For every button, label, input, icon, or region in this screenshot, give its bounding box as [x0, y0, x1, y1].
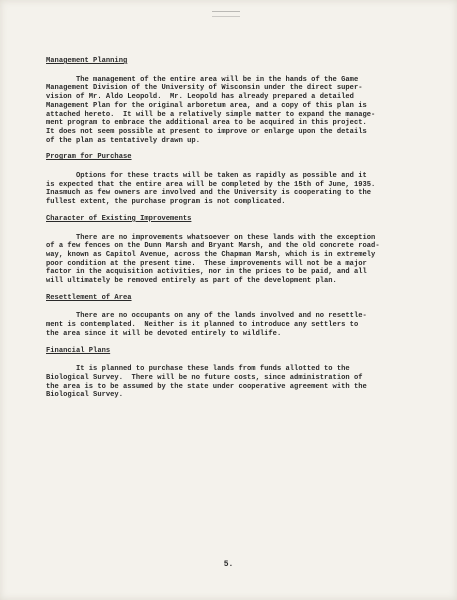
page-number: 5. — [223, 560, 234, 569]
section-existing-improvements — [46, 215, 406, 286]
section-heading: Financial Plans — [46, 346, 111, 355]
document-body — [46, 57, 406, 400]
section-program-for-purchase — [46, 153, 406, 207]
section-heading: Resettlement of Area — [46, 293, 132, 302]
section-paragraph: The management of the entire area will be in the hands of the Game Management Division of the University of Wisconsin under the direct super- vision of Mr. Aldo Leopold. Mr. Leopold has already prepared a detailed Management Plan for the original arboretum area, and a copy of this plan is attached hereto. It will be a relatively simple matter to expand the manage- ment program to embrace the additional area to be acquired in this project. It does not seem possible at present to improve or enlarge upon the details of the plan as tentatively drawn up. — [46, 75, 376, 145]
section-resettlement — [46, 294, 406, 339]
section-management-planning — [46, 57, 406, 145]
section-financial-plans — [46, 347, 406, 401]
section-heading: Management Planning — [46, 57, 128, 65]
staple-mark — [212, 11, 240, 17]
section-paragraph: It is planned to purchase these lands from funds allotted to the Biological Survey. There will be no future costs, since administration of the area is to be assumed by the state under cooperative agreement with the Biological Survey. — [46, 365, 367, 400]
section-heading: Program for Purchase — [46, 153, 132, 162]
section-paragraph: Options for these tracts will be taken as rapidly as possible and it is expected that the entire area will be completed by the 15th of June, 1935. Inasmuch as few owners are involved and the University is cooperating to the fullest extent, the purchase program is not complicated. — [46, 172, 376, 207]
section-paragraph: There are no improvements whatsoever on these lands with the exception of a few fences on the Dunn Marsh and Bryant Marsh, and the old concrete road- way, known as Capitol Avenue, across the Chapman Marsh, which is in extremely poor condition at the present time. These improvements will not be a major factor in the acquisition activities, nor in the prices to be paid, and all will ultimately be removed entirely as part of the development plan. — [46, 233, 380, 286]
section-heading: Character of Existing Improvements — [46, 214, 192, 223]
section-paragraph: There are no occupants on any of the lands involved and no resettle- ment is contemplated. Neither is it planned to introduce any settlers to the area since it will be devoted entirely to wildlife. — [46, 312, 367, 338]
